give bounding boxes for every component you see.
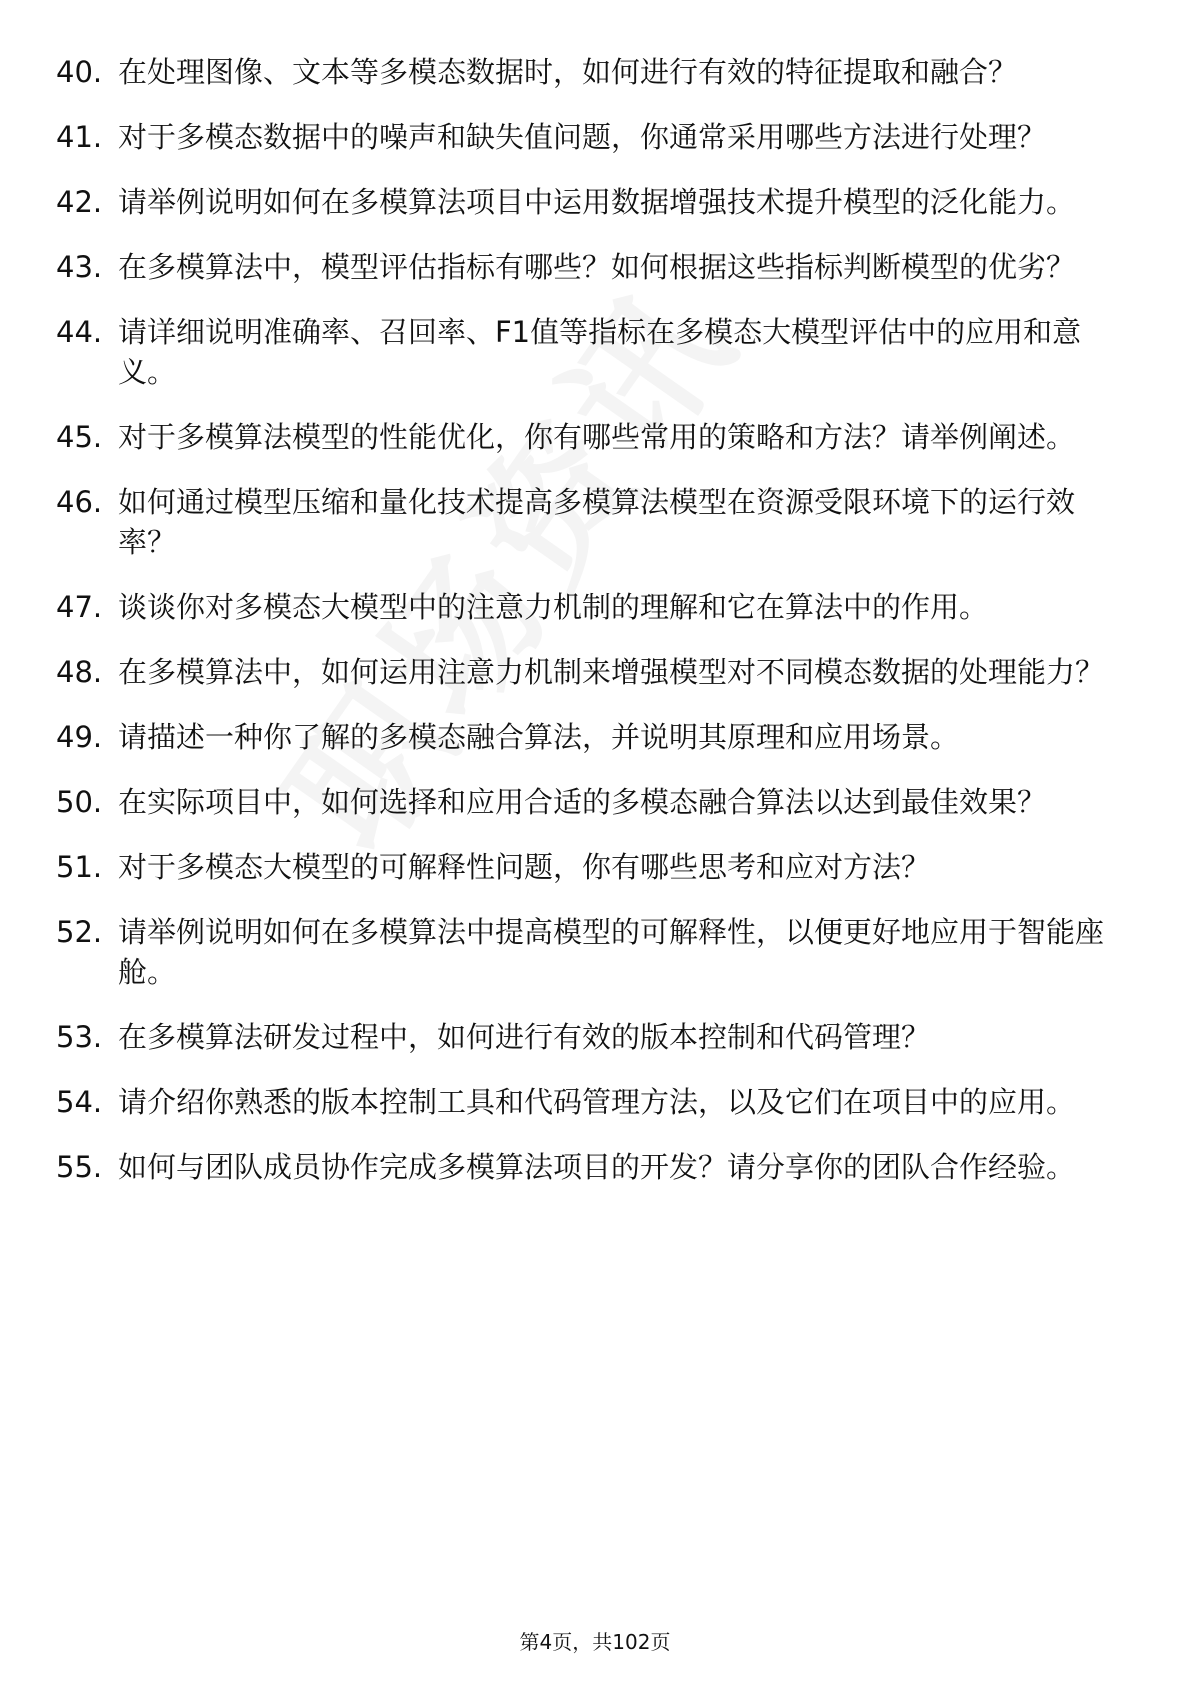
question-item (56, 1017, 1116, 1057)
question-item (56, 587, 1116, 627)
question-text: 在实际项目中，如何选择和应用合适的多模态融合算法以达到最佳效果？ (118, 785, 1047, 819)
question-item (56, 117, 1116, 157)
question-number: 42. (56, 185, 103, 219)
question-item (56, 312, 1116, 392)
question-item (56, 1147, 1116, 1187)
question-number: 46. (56, 485, 103, 519)
page-footer: 第4页，共102页 (519, 1630, 671, 1654)
question-number: 44. (56, 315, 103, 349)
question-item (56, 247, 1116, 287)
question-number: 55. (56, 1150, 103, 1184)
question-text: 在多模算法中，如何运用注意力机制来增强模型对不同模态数据的处理能力？ (118, 655, 1105, 689)
question-list (56, 52, 1116, 1212)
question-number: 40. (56, 55, 103, 89)
question-text: 请介绍你熟悉的版本控制工具和代码管理方法，以及它们在项目中的应用。 (118, 1085, 1076, 1119)
question-item (56, 182, 1116, 222)
question-number: 51. (56, 850, 103, 884)
question-item (56, 782, 1116, 822)
question-number: 52. (56, 915, 103, 949)
question-number: 49. (56, 720, 103, 754)
question-text: 在多模算法中，模型评估指标有哪些？如何根据这些指标判断模型的优劣？ (118, 250, 1076, 284)
question-text: 请举例说明如何在多模算法项目中运用数据增强技术提升模型的泛化能力。 (118, 185, 1076, 219)
question-text: 请详细说明准确率、召回率、F1值等指标在多模态大模型评估中的应用和意义。 (118, 315, 1082, 389)
question-item (56, 417, 1116, 457)
question-item (56, 482, 1116, 562)
question-text: 在多模算法研发过程中，如何进行有效的版本控制和代码管理？ (118, 1020, 931, 1054)
question-item (56, 1082, 1116, 1122)
question-text: 在处理图像、文本等多模态数据时，如何进行有效的特征提取和融合？ (118, 55, 1018, 89)
question-text: 对于多模态大模型的可解释性问题，你有哪些思考和应对方法？ (118, 850, 931, 884)
question-number: 50. (56, 785, 103, 819)
question-item (56, 847, 1116, 887)
question-text: 如何通过模型压缩和量化技术提高多模算法模型在资源受限环境下的运行效率？ (118, 485, 1076, 559)
question-text: 请举例说明如何在多模算法中提高模型的可解释性，以便更好地应用于智能座舱。 (118, 915, 1105, 989)
question-number: 45. (56, 420, 103, 454)
question-item (56, 912, 1116, 992)
question-item (56, 717, 1116, 757)
question-text: 对于多模算法模型的性能优化，你有哪些常用的策略和方法？请举例阐述。 (118, 420, 1076, 454)
question-number: 43. (56, 250, 103, 284)
question-number: 53. (56, 1020, 103, 1054)
question-number: 41. (56, 120, 103, 154)
question-text: 谈谈你对多模态大模型中的注意力机制的理解和它在算法中的作用。 (118, 590, 989, 624)
question-text: 请描述一种你了解的多模态融合算法，并说明其原理和应用场景。 (118, 720, 960, 754)
question-text: 对于多模态数据中的噪声和缺失值问题，你通常采用哪些方法进行处理？ (118, 120, 1047, 154)
question-number: 47. (56, 590, 103, 624)
question-number: 54. (56, 1085, 103, 1119)
question-number: 48. (56, 655, 103, 689)
question-item (56, 52, 1116, 92)
question-item (56, 652, 1116, 692)
question-text: 如何与团队成员协作完成多模算法项目的开发？请分享你的团队合作经验。 (118, 1150, 1076, 1184)
